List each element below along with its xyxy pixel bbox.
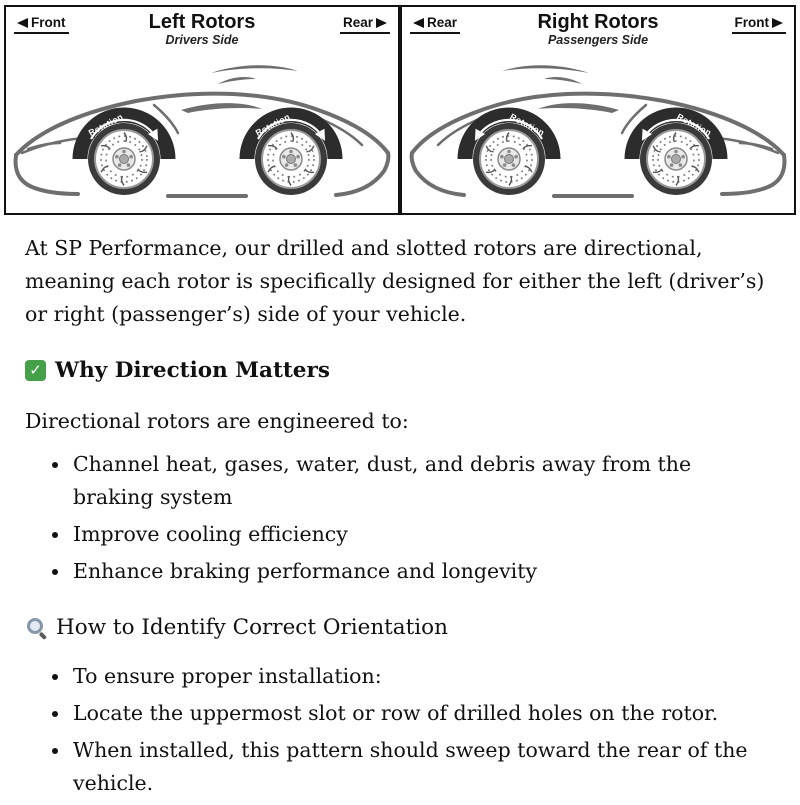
car-illustration-left <box>6 53 398 213</box>
direction-text: Front <box>31 15 66 30</box>
panel-subtitle: Drivers Side <box>165 33 239 47</box>
check-icon <box>25 360 46 381</box>
intro-paragraph: At SP Performance, our drilled and slotted rotors are directional, meaning each rotor is specifically designed for either the left (driver’s) or right (passenger’s) side of your vehicle. <box>25 236 765 327</box>
rotation-label: Rotation <box>86 111 125 138</box>
article-body <box>0 215 800 800</box>
car-illustration-right <box>402 53 794 213</box>
panel-title: Left Rotors <box>148 11 256 33</box>
list-item: • Enhance braking performance and longevity <box>71 555 775 588</box>
section1-bullet-list <box>25 448 775 589</box>
magnifier-icon <box>25 616 47 638</box>
section1-lead: Directional rotors are engineered to: <box>25 408 409 433</box>
panel-subtitle: Passengers Side <box>547 33 649 47</box>
direction-text: Front <box>734 15 769 30</box>
direction-text: Rear <box>342 15 373 30</box>
diagram-panel-right <box>400 5 796 215</box>
right-arrow-icon <box>772 18 783 28</box>
check-glyph: ✓ <box>29 361 42 380</box>
section-heading-why-direction-matters <box>25 358 775 383</box>
left-arrow-icon <box>17 18 28 28</box>
section-heading-identify-orientation <box>25 615 775 640</box>
list-item: • To ensure proper installation: <box>71 660 775 693</box>
rotation-label: Rotation <box>508 111 547 138</box>
section2-bullet-list <box>25 660 775 801</box>
list-item: • Channel heat, gases, water, dust, and debris away from the braking system <box>71 448 775 514</box>
rotor-direction-diagram <box>4 5 796 215</box>
front-direction-label <box>732 15 787 34</box>
panel-header-left <box>6 7 398 53</box>
right-arrow-icon <box>376 18 387 28</box>
direction-text: Rear <box>427 15 458 30</box>
panel-title: Right Rotors <box>537 11 659 33</box>
rotation-label: Rotation <box>253 111 292 138</box>
panel-header-right <box>402 7 794 53</box>
rear-direction-label <box>410 15 460 34</box>
rotation-label: Rotation <box>675 111 714 138</box>
section-title: Why Direction Matters <box>55 357 330 383</box>
left-arrow-icon <box>413 18 424 28</box>
rear-direction-label <box>340 15 390 34</box>
diagram-panel-left <box>4 5 400 215</box>
list-item: • Improve cooling efficiency <box>71 518 775 551</box>
section-title: How to Identify Correct Orientation <box>56 614 448 640</box>
list-item: • Locate the uppermost slot or row of drilled holes on the rotor. <box>71 697 775 730</box>
list-item: • When installed, this pattern should sweep toward the rear of the vehicle. <box>71 734 775 800</box>
front-direction-label <box>14 15 69 34</box>
